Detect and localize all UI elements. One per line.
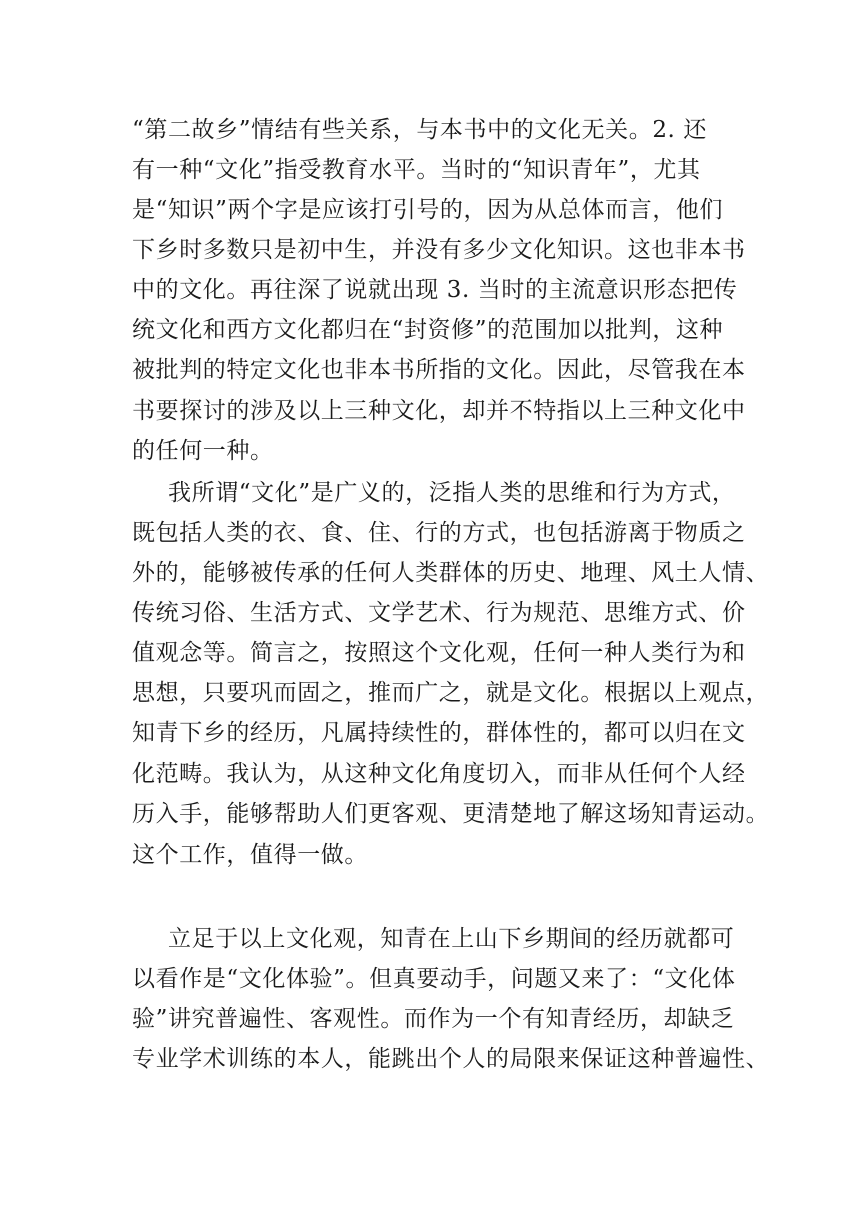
text-line: 是“知识”两个字是应该打引号的，因为从总体而言，他们 bbox=[132, 197, 724, 223]
text-line: 历入手，能够帮助人们更客观、更清楚地了解这场知青运动。 bbox=[132, 801, 770, 827]
text-line: 知青下乡的经历，凡属持续性的，群体性的，都可以归在文 bbox=[132, 720, 746, 746]
text-line: 传统习俗、生活方式、文学艺术、行为规范、思维方式、价 bbox=[132, 600, 746, 626]
text-line: 专业学术训练的本人，能跳出个人的局限来保证这种普遍性、 bbox=[132, 1046, 770, 1072]
text-line: 思想，只要巩而固之，推而广之，就是文化。根据以上观点， bbox=[132, 680, 770, 706]
text-line: 外的，能够被传承的任何人类群体的历史、地理、风土人情、 bbox=[132, 560, 770, 586]
text-line: 被批判的特定文化也非本书所指的文化。因此，尽管我在本 bbox=[132, 357, 746, 383]
text-line: 化范畴。我认为，从这种文化角度切入，而非从任何个人经 bbox=[132, 761, 746, 787]
text-line: 值观念等。简言之，按照这个文化观，任何一种人类行为和 bbox=[132, 640, 746, 666]
text-line: 以看作是“文化体验”。但真要动手，问题又来了：“文化体 bbox=[132, 966, 736, 992]
text-line: 统文化和西方文化都归在“封资修”的范围加以批判，这种 bbox=[132, 317, 724, 343]
text-line: 的任何一种。 bbox=[132, 438, 274, 464]
paragraph-first-line: 我所谓“文化”是广义的，泛指人类的思维和行为方式， bbox=[168, 480, 736, 506]
text-line: 下乡时多数只是初中生，并没有多少文化知识。这也非本书 bbox=[132, 237, 746, 263]
text-line: 中的文化。再往深了说就出现 3. 当时的主流意识形态把传 bbox=[132, 277, 738, 303]
text-line: 验”讲究普遍性、客观性。而作为一个有知青经历，却缺乏 bbox=[132, 1006, 735, 1032]
text-line: 有一种“文化”指受教育水平。当时的“知识青年”，尤其 bbox=[132, 157, 701, 183]
text-line: “第二故乡”情结有些关系，与本书中的文化无关。2. 还 bbox=[132, 117, 707, 143]
paragraph-first-line: 立足于以上文化观，知青在上山下乡期间的经历就都可 bbox=[168, 926, 735, 952]
text-line: 这个工作，值得一做。 bbox=[132, 842, 368, 868]
text-line: 既包括人类的衣、食、住、行的方式，也包括游离于物质之 bbox=[132, 520, 746, 546]
text-line: 书要探讨的涉及以上三种文化，却并不特指以上三种文化中 bbox=[132, 398, 746, 424]
